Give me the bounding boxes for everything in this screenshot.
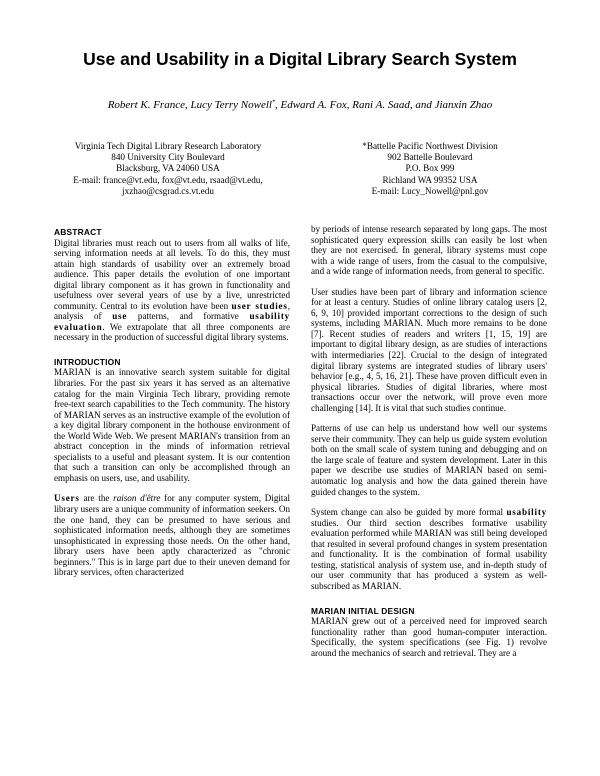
- abstract-term-use: use: [112, 311, 128, 322]
- author-list: [0, 99, 600, 111]
- body-paragraph: [311, 507, 547, 591]
- affiliation-line: Richland WA 99352 USA: [382, 174, 478, 185]
- marian-initial-design-heading: MARIAN INITIAL DESIGN: [311, 605, 415, 616]
- introduction-text: are the: [79, 493, 114, 504]
- abstract-text: , analysis of: [54, 300, 290, 322]
- body-text: System change can also be guided by more formal: [311, 507, 507, 518]
- users-term: Users: [54, 493, 80, 504]
- body-text: studies. Our third section describes formative usability evaluation performed while MARIAN was still being developed that resulted in several profound changes in system presentation and functionality. It is the combination of formal usability testing, statistical analysis of system use, and in-depth study of our user community that has produced a system as well-subscribed as MARIAN.: [311, 517, 547, 591]
- introduction-paragraph: [54, 493, 290, 577]
- abstract-text: . We extrapolate that all three components are necessary in the production of successful digital library systems.: [54, 321, 290, 343]
- affiliation-line: E-mail: Lucy_Nowell@pnl.gov: [371, 185, 489, 196]
- body-paragraph: MARIAN grew out of a perceived need for improved search functionality rather than good human-computer interaction. Specifically, the system specifications (see Fig. 1) revolve around the mechanics of search and retrieval. They are a: [311, 616, 547, 658]
- introduction-heading: INTRODUCTION: [54, 356, 121, 367]
- affiliation-line: jxzhao@csgrad.cs.vt.edu: [122, 185, 214, 196]
- affiliation-battelle: [334, 141, 526, 197]
- body-paragraph: User studies have been part of library and information science for at least a century. Studies of online library catalog users [2, 6, 9, 10] provided important corrections to the design of such systems, including MARIAN. Much more remains to be done [7]. Recent studies of readers and writers [1, 15, 19] are important to digital library design, as are studies of interactions with intermediaries [22]. Crucial to the design of integrated digital library systems are integrated studies of library users' behavior [e.g., 4, 5, 16, 21]. These have proven difficult even in physical libraries. Studies of digital libraries, where most transactions occur over the network, will prove even more challenging [14]. It is vital that such studies continue.: [311, 286, 547, 413]
- raison-detre-italic: raison d'être: [113, 493, 161, 504]
- abstract-text: patterns, and formative: [127, 311, 250, 322]
- left-column: [54, 227, 290, 588]
- affiliation-line: *Battelle Pacific Northwest Division: [362, 141, 498, 151]
- affiliation-line: 840 University City Boulevard: [111, 152, 225, 163]
- affiliation-line: 902 Battelle Boulevard: [387, 152, 473, 163]
- affiliation-line: Virginia Tech Digital Library Research Laboratory: [74, 141, 262, 151]
- abstract-paragraph: [54, 238, 290, 343]
- authors-part-1: Robert K. France, Lucy Terry Nowell: [107, 99, 272, 111]
- affiliation-line: Blacksburg, VA 24060 USA: [116, 163, 220, 174]
- right-column: [311, 224, 547, 668]
- paper-title: Use and Usability in a Digital Library Search System: [83, 49, 517, 69]
- affiliation-virginia-tech: [52, 141, 284, 197]
- body-paragraph: Patterns of use can help us understand how well our systems serve their community. They can help us guide system evolution both on the small scale of system tuning and debugging and on the large scale of feature and system development. Later in this paper we describe use studies of MARIAN based on semi-automatic log analysis and how the data gained therein have guided changes to the system.: [311, 423, 547, 497]
- abstract-text: Digital libraries must reach out to users from all walks of life, serving information needs at all levels. To do this, they must attain high standards of usability over an extremely broad audience. This paper details the evolution of one important digital library component as it has grown in functionality and usefulness over several years of use by a live, unrestricted community. Central to its evolution have been: [54, 237, 290, 311]
- usability-term: usability: [506, 507, 547, 518]
- abstract-term-usability-evaluation: usability evaluation: [54, 311, 290, 332]
- affiliation-line: E-mail: france@vt.edu, fox@vt.edu, rsaad@vt.edu,: [73, 174, 263, 185]
- introduction-text: for any computer system, Digital library users are a unique community of information seekers. On the one hand, they can be presumed to have serious and sophisticated information needs, although they are sometimes unsophisticated in expressing those needs. On the other hand, library users have been aptly characterized as "chronic beginners." This is in large part due to their uneven demand for library services, often characterized: [54, 493, 291, 578]
- abstract-term-user-studies: user studies: [231, 300, 288, 311]
- introduction-paragraph: MARIAN is an innovative search system suitable for digital libraries. For the past six years it has served as an alternative catalog for the main Virginia Tech library, providing remote free-text search capabilities to the Tech community. The history of MARIAN serves as an instructive example of the evolution of a key digital library component in the hothouse environment of the World Wide Web. We present MARIAN's transition from an abstract conception in the minds of information retrieval specialists to a useful and pleasant system. It is our contention that such a transition can only be accomplished through an emphasis on users, use, and usability.: [54, 367, 290, 483]
- authors-part-2: , Edward A. Fox, Rani A. Saad, and Jianxin Zhao: [274, 99, 493, 111]
- affiliation-line: P.O. Box 999: [405, 163, 455, 174]
- body-paragraph: by periods of intense research separated by long gaps. The most sophisticated query expression skills can easily be lost when they are not exercised. In general, library systems must cope with a wide range of users, from the casual to the compulsive, and a wide range of information needs, from general to specific.: [311, 224, 547, 277]
- abstract-heading: ABSTRACT: [54, 227, 102, 237]
- author-affiliation-mark: *: [271, 99, 275, 106]
